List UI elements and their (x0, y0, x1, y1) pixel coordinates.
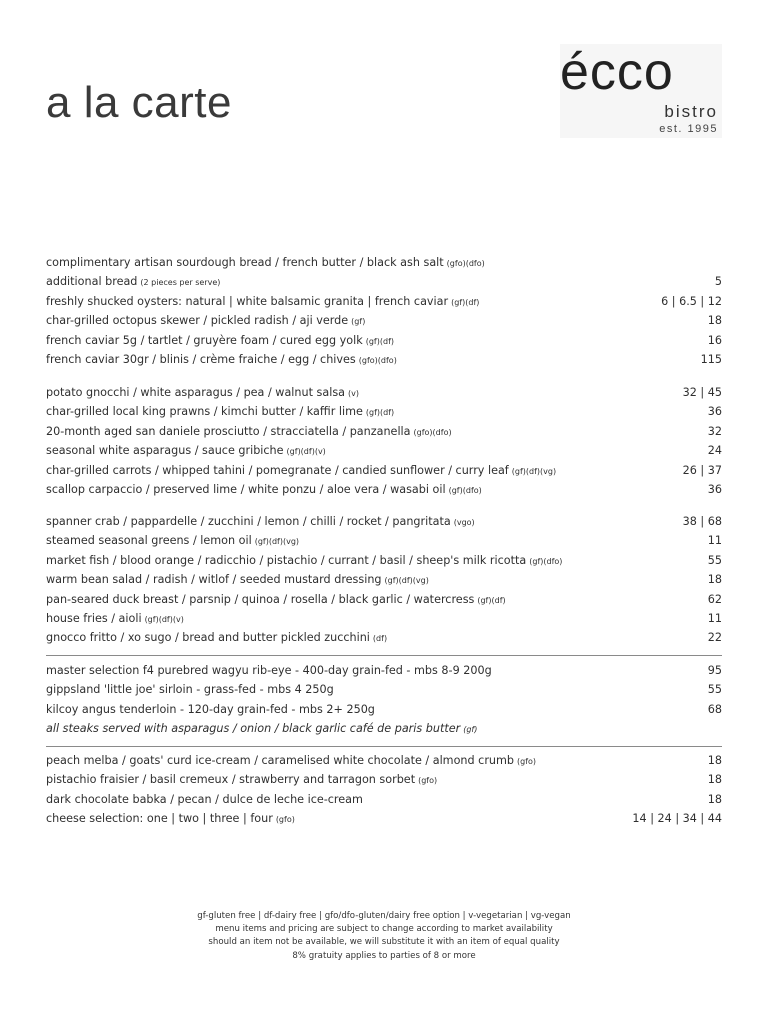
menu-section-mains (46, 512, 722, 648)
menu-item: 20-month aged san daniele prosciutto / stracciatella / panzanella (gfo)(dfo) 32 (46, 424, 722, 438)
menu-section-steaks (46, 661, 722, 739)
section-divider (46, 746, 722, 747)
page-title: a la carte (46, 78, 232, 127)
menu-item: seasonal white asparagus / sauce gribiche (gf)(df)(v) 24 (46, 444, 722, 458)
footer-note: menu items and pricing are subject to change according to market availability (215, 924, 553, 935)
menu-item: dark chocolate babka / pecan / dulce de leche ice-cream 18 (46, 792, 722, 806)
menu-item: scallop carpaccio / preserved lime / white ponzu / aloe vera / wasabi oil (gf)(dfo) 36 (46, 482, 722, 496)
menu-item: gnocco fritto / xo sugo / bread and butter pickled zucchini (df) 22 (46, 631, 722, 645)
menu-item: warm bean salad / radish / witlof / seeded mustard dressing (gf)(df)(vg) 18 (46, 573, 722, 587)
menu-item: potato gnocchi / white asparagus / pea / walnut salsa (v) 32 | 45 (46, 386, 722, 399)
section-divider (46, 655, 722, 656)
footer-note: should an item not be available, we will substitute it with an item of equal quality (208, 937, 560, 948)
menu-item: market fish / blood orange / radicchio / pistachio / currant / basil / sheep's milk ricotta (gf)(dfo) 55 (46, 553, 722, 567)
menu-item: french caviar 30gr / blinis / crème fraiche / egg / chives (gfo)(dfo) 115 (46, 352, 722, 366)
menu-section-starters (46, 253, 722, 369)
logo-established: est. 1995 (659, 123, 718, 135)
gratuity-note: 8% gratuity applies to parties of 8 or more (292, 950, 476, 961)
dietary-legend: gf-gluten free | df-dairy free | gfo/dfo-gluten/dairy free option | v-vegetarian | vg-vegan (197, 911, 571, 921)
menu-item: kilcoy angus tenderloin - 120-day grain-fed - mbs 2+ 250g 68 (46, 702, 722, 716)
menu-item: additional bread (2 pieces per serve) 5 (46, 275, 722, 289)
menu-item: char-grilled octopus skewer / pickled radish / aji verde (gf) 18 (46, 314, 722, 328)
menu-item: gippsland 'little joe' sirloin - grass-fed - mbs 4 250g 55 (46, 683, 722, 697)
menu-item: char-grilled carrots / whipped tahini / pomegranate / candied sunflower / curry leaf (gf)(df)(vg) 26 | 37 (46, 463, 722, 477)
menu-footer (0, 910, 768, 963)
menu-section-desserts (46, 751, 722, 829)
menu-item: master selection f4 purebred wagyu rib-eye - 400-day grain-fed - mbs 8-9 200g 95 (46, 664, 722, 677)
menu-item: char-grilled local king prawns / kimchi butter / kaffir lime (gf)(df) 36 (46, 405, 722, 419)
menu-item: freshly shucked oysters: natural | white balsamic granita | french caviar (gf)(df) 6 | 6.5 | 12 (46, 294, 722, 308)
menu-item: house fries / aioli (gf)(df)(v) 11 (46, 611, 722, 625)
menu-item: complimentary artisan sourdough bread / french butter / black ash salt (gfo)(dfo) (46, 256, 485, 269)
logo-wordmark: écco (560, 43, 674, 101)
menu-item: spanner crab / pappardelle / zucchini / lemon / chilli / rocket / pangritata (vgo) 38 | 68 (46, 515, 722, 528)
menu-section-entrees (46, 383, 722, 499)
menu-item: peach melba / goats' curd ice-cream / caramelised white chocolate / almond crumb (gfo) 18 (46, 754, 722, 767)
logo-subtitle: bistro (664, 102, 718, 121)
menu-item: steamed seasonal greens / lemon oil (gf)(df)(vg) 11 (46, 534, 722, 548)
menu-item: pistachio fraisier / basil cremeux / strawberry and tarragon sorbet (gfo) 18 (46, 773, 722, 787)
restaurant-logo (560, 44, 722, 138)
menu-item: pan-seared duck breast / parsnip / quinoa / rosella / black garlic / watercress (gf)(df) 62 (46, 592, 722, 606)
menu-item: cheese selection: one | two | three | four (gfo) 14 | 24 | 34 | 44 (46, 812, 722, 826)
steak-note: all steaks served with asparagus / onion / black garlic café de paris butter (gf) (46, 722, 478, 736)
menu-item: french caviar 5g / tartlet / gruyère foam / cured egg yolk (gf)(df) 16 (46, 333, 722, 347)
